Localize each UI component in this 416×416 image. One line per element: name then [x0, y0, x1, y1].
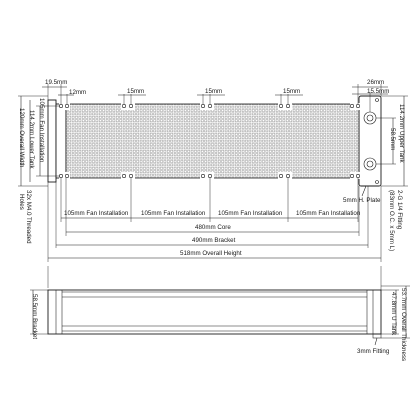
dim-15-5mm: 15.5mm — [367, 88, 390, 95]
side-u-tank: 47.8mm U Tank — [390, 292, 397, 336]
dim-12mm: 12mm — [69, 89, 87, 96]
dim-15mm-c: 15mm — [283, 88, 301, 95]
plate-note: 5mm H. Plate — [343, 197, 381, 204]
fan-install-4: 105mm Fan Installation — [296, 210, 361, 217]
side-body — [48, 290, 381, 334]
dim-19-5mm: 19.5mm — [45, 79, 68, 86]
side-view — [48, 266, 381, 338]
plate-leader — [362, 186, 366, 196]
fan-install-1: 105mm Fan Installation — [64, 210, 129, 217]
bracket-length: 490mm Bracket — [192, 237, 236, 244]
side-fitting-label: 3mm Fitting — [357, 348, 390, 355]
core-mesh — [66, 104, 359, 178]
dim-58-5mm: 58.5mm — [389, 128, 396, 151]
dim-105mm-fan-install-left: 105mm Fan Installation — [38, 98, 45, 163]
lower-tank — [56, 104, 66, 178]
dim-overall-width: 120mm Overall Width — [18, 108, 25, 168]
dim-15mm-a: 15mm — [127, 88, 145, 95]
fitting-note-line1: 2-G 1/4 Fitting — [396, 190, 403, 230]
dim-26mm: 26mm — [367, 79, 385, 86]
dim-upper-tank: 114.2mm Upper Tank — [398, 104, 405, 163]
left-bracket — [48, 100, 56, 182]
overall-height: 518mm Overall Height — [180, 250, 242, 257]
fan-install-3: 105mm Fan Installation — [218, 210, 283, 217]
core-length: 480mm Core — [195, 224, 231, 231]
side-bracket-label: 58.5mm Bracket — [31, 294, 38, 340]
top-view — [48, 96, 381, 186]
fan-install-2: 105mm Fan Installation — [141, 210, 206, 217]
fitting-note-line2: (83mm O.C. x 5mm L) — [388, 190, 395, 252]
dim-lower-tank: 114.2mm Lower Tank — [28, 110, 35, 169]
side-fitting — [373, 334, 381, 338]
side-overall-thickness: 53.7mm Overall Thickness — [400, 288, 407, 362]
threaded-holes-line1: 32x M4.0 Threaded — [25, 190, 32, 244]
dim-15mm-b: 15mm — [205, 88, 223, 95]
threaded-holes-line2: Holes — [18, 194, 25, 210]
